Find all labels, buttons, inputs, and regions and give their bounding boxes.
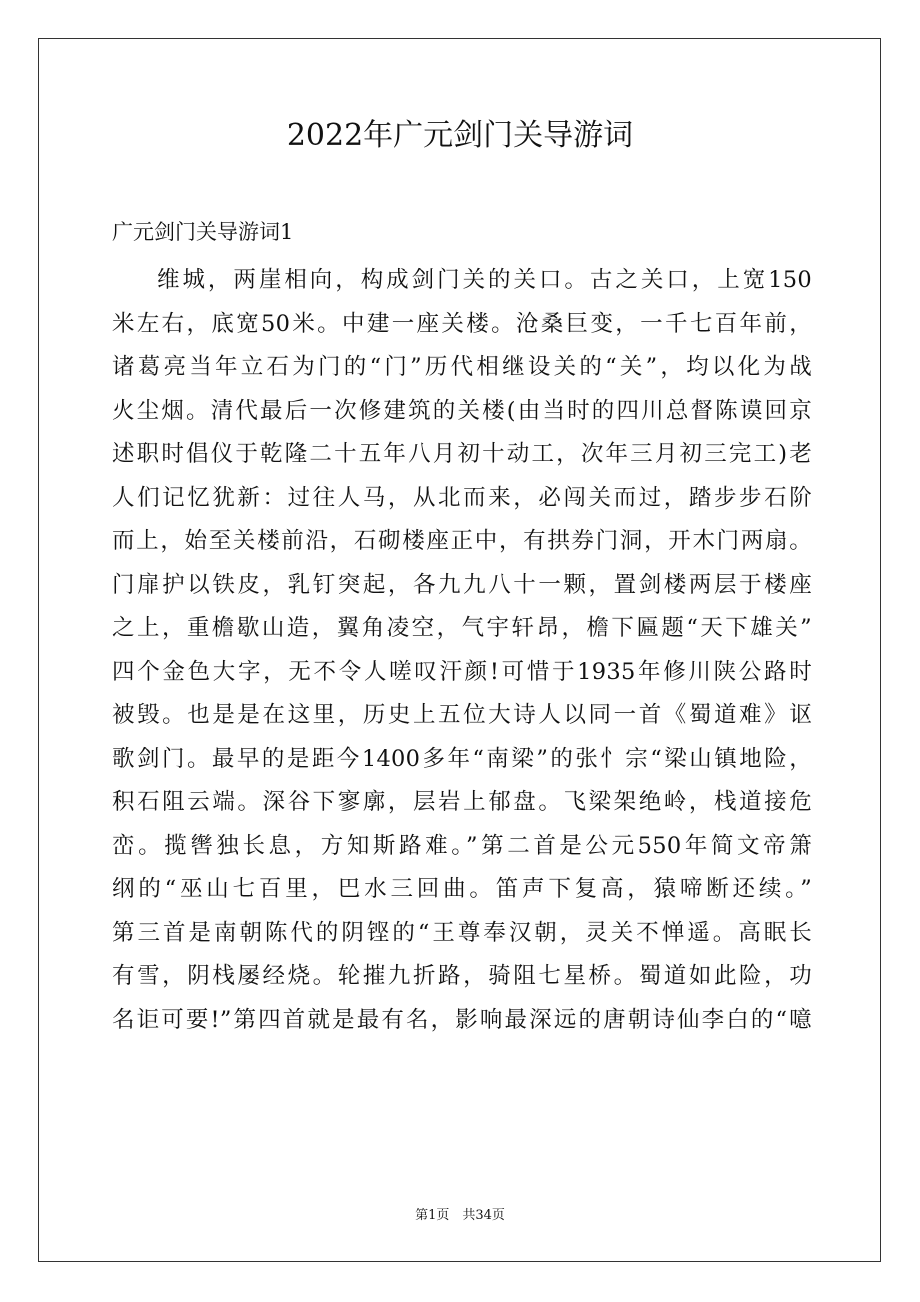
text-line: 第三首是南朝陈代的阴铿的“王尊奉汉朝，灵关不惮遥。高眠长: [112, 919, 812, 946]
document-title: 2022年广元剑门关导游词: [286, 118, 634, 153]
text-line: 有雪，阴栈屡经烧。轮摧九折路，骑阻七星桥。蜀道如此险，功: [112, 963, 812, 989]
text-line: 米左右，底宽50米。中建一座关楼。沧桑巨变，一千七百年前，: [112, 310, 812, 337]
text-line: 四个金色大字，无不令人嗟叹汗颜!可惜于1935年修川陕公路时: [112, 658, 812, 685]
text-line: 而上，始至关楼前沿，石砌楼座正中，有拱券门洞，开木门两扇。: [112, 528, 812, 554]
text-line: 峦。揽辔独长息，方知斯路难。”第二首是公元550年简文帝箫: [112, 832, 812, 859]
body-paragraph: [112, 259, 812, 1042]
text-line: 火尘烟。清代最后一次修建筑的关楼(由当时的四川总督陈谟回京: [112, 397, 812, 424]
section-heading: 广元剑门关导游词1: [112, 220, 294, 244]
text-line: 维城，两崖相向，构成剑门关的关口。古之关口，上宽150: [157, 267, 812, 293]
text-line: 人们记忆犹新：过往人马，从北而来，必闯关而过，踏步步石阶: [112, 484, 812, 511]
text-line: 积石阻云端。深谷下寥廓，层岩上郁盘。飞梁架绝岭，栈道接危: [112, 789, 812, 815]
text-line: 名讵可要!”第四首就是最有名，影响最深远的唐朝诗仙李白的“噫: [112, 1006, 812, 1033]
page-footer: 第1页 共34页: [415, 1208, 505, 1223]
text-line: 诸葛亮当年立石为门的“门”历代相继设关的“关”，均以化为战: [112, 354, 812, 380]
text-line: 歌剑门。最早的是距今1400多年“南梁”的张忄宗“梁山镇地险，: [112, 745, 812, 772]
text-line: 述职时倡仪于乾隆二十五年八月初十动工，次年三月初三完工)老: [112, 441, 812, 467]
text-line: 门扉护以铁皮，乳钉突起，各九九八十一颗，置剑楼两层于楼座: [112, 571, 812, 598]
text-line: 被毁。也是是在这里，历史上五位大诗人以同一首《蜀道难》讴: [112, 702, 812, 728]
text-line: 纲的“巫山七百里，巴水三回曲。笛声下复高，猿啼断还续。”: [112, 876, 812, 902]
text-line: 之上，重檐歇山造，翼角凌空，气宇轩昂，檐下匾题“天下雄关”: [112, 615, 812, 641]
